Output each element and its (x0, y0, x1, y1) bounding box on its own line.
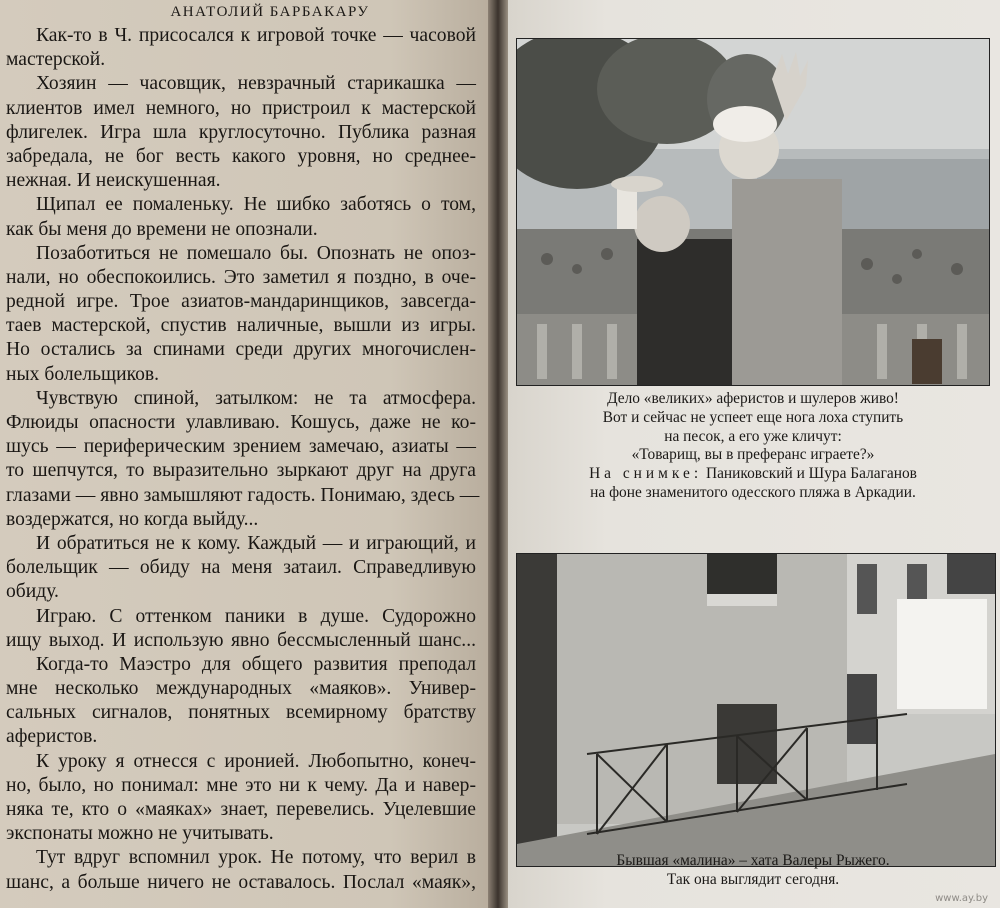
text-line: обиду. (6, 581, 59, 603)
text-line: флигелек. Игра шла круглосуточно. Публика разная (6, 121, 476, 143)
body-text (6, 24, 480, 895)
text-line: Когда-то Маэстро для общего развития преподал (36, 653, 476, 675)
text-line: ных болельщиков. (6, 363, 160, 385)
left-page (0, 0, 488, 908)
text-line: болельщик — обиду на меня затаил. Справедливую (6, 557, 476, 579)
text-line: Играю. С оттенком паники в душе. Судорожно (36, 605, 476, 627)
text-line: нежная. И неискушенная. (6, 170, 221, 192)
text-line: шанс, а больше ничего не оставалось. Послал «маяк», (6, 871, 476, 893)
text-line: Чувствую спиной, затылком: не та атмосфера. (36, 387, 476, 409)
caption1-line1: Дело «великих» аферистов и шулеров живо! (607, 390, 899, 407)
running-head: АНАТОЛИЙ БАРБАКАРУ (170, 4, 370, 20)
text-line: Флюиды опасности улавливаю. Кошусь, даже не ко- (6, 412, 476, 433)
caption1-line6: на фоне знаменитого одесского пляжа в Аркадии. (590, 483, 916, 501)
caption1-line4: «Товарищ, вы в преферанс играете?» (631, 446, 875, 464)
caption2-line2: Так она выглядит сегодня. (666, 870, 840, 888)
text-line: редной игре. Трое азиатов-мандаринщиков, завсегда- (6, 291, 476, 313)
right-page (508, 0, 1000, 908)
photo-old-house (516, 553, 996, 867)
text-line: Как-то в Ч. присосался к игровой точке — часовой (36, 25, 476, 46)
text-line: воздержатся, но когда выйду... (6, 508, 259, 530)
text-line: аферистов. (6, 726, 98, 748)
text-line: Тут вдруг вспомнил урок. Не потому, что верил в (36, 847, 476, 869)
caption1-line2: Вот и сейчас не успеет еще нога лоха ступить (602, 408, 904, 426)
caption1-line5 (512, 465, 994, 484)
photo-caption-2 (512, 852, 994, 890)
text-line: таев мастерской, спустив наличные, вышли из игры. (6, 315, 476, 337)
text-line: шусь — периферическим зрением замечаю, азиаты — (6, 436, 476, 458)
watermark: www.ay.by (935, 893, 988, 904)
text-line: ищу выход. И использую явно бессмысленный шанс... (6, 629, 476, 651)
text-line: нали, но обеспокоились. Это заметил я поздно, в оче- (6, 266, 476, 288)
text-line: няка те, кто о «маяках» знает, перевелись. Уцелевшие (6, 799, 476, 820)
text-line: К уроку я отнесся с иронией. Любопытно, конеч- (36, 750, 476, 772)
text-line: мне несколько международных «маяков». Универ- (6, 678, 476, 700)
photo-caption-1 (512, 390, 994, 503)
caption1-spaced-word: На снимке: (589, 465, 703, 483)
text-line: как бы меня до времени не опознали. (6, 218, 318, 240)
text-line: но, было, но понимал: мне это ни к чему. Да и навер- (6, 774, 476, 796)
text-line: глазами — явно замышляют гадость. Понимаю, здесь — (6, 484, 480, 506)
text-line: сальных сигналов, понятных всемирному братству (6, 702, 476, 724)
book-spine (488, 0, 508, 908)
text-line: мастерской. (6, 49, 106, 71)
text-line: Хозяин — часовщик, невзрачный старикашка — (36, 73, 476, 95)
text-line: то шепчутся, то выразительно зыркают друг на друга (6, 460, 476, 482)
text-line: Но остались за спинами среди других многочислен- (6, 339, 476, 361)
text-line: И обратиться не к кому. Каждый — и играющий, и (36, 532, 476, 554)
text-line: экспонаты можно не учитывать. (6, 823, 274, 845)
text-line: Позаботиться не помешало бы. Опознать не опоз- (36, 242, 476, 264)
caption1-line5-rest: Паниковский и Шура Балаганов (705, 465, 917, 483)
caption2-line1: Бывшая «малина» – хата Валеры Рыжего. (616, 852, 890, 869)
text-line: клиентов имел немного, но пристроил к мастерской (6, 97, 476, 119)
caption1-line3: на песок, а его уже кличут: (664, 427, 842, 445)
text-line: забредала, не бог весть какого уровня, но среднее- (6, 145, 476, 167)
text-line: Щипал ее помаленьку. Не шибко заботясь о том, (36, 194, 476, 216)
photo-beach-scene (516, 38, 990, 386)
